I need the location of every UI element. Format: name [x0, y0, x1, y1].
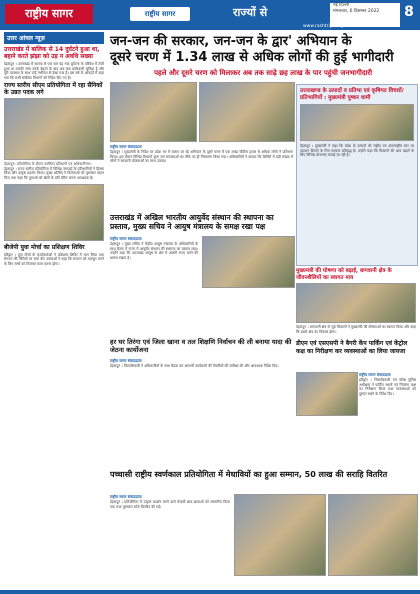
main-photo-1 — [110, 82, 197, 142]
bottom-headline: पच्चासी राष्ट्रीय स्वर्णकाल प्रतियोगिता में मेधावियों का हुआ सम्मान, 50 लाख की सराहि वितरित — [110, 470, 388, 479]
main-body: देहरादून । मुख्यमंत्री के निर्देश पर प्रदेश भर में चलाए जा रहे अभियान के दूसरे चरण में एक लाख चौंतीस हजार से अधिक लोगों ने प्रतिभाग किया। इस दौरान विभिन्न विभागों द्वारा जन समस्याओं का मौके पर ही निस्तारण किया गया। अधिकारियों ने बताया कि शिविरों में बड़ी संख्या में लोगों ने सरकारी योजनाओं का लाभ उठाया। — [110, 150, 293, 164]
story3-photo — [4, 184, 104, 241]
main-headline-line2: दूसरे चरण में 1.34 लाख से अधिक लोगों की हुई भागीदारी — [110, 50, 394, 65]
main-headline-line1: जन-जन की सरकार, जन-जन के द्वार' अभियान के — [110, 34, 352, 49]
right-box-body: देहरादून । मुख्यमंत्री ने कहा कि प्रदेश के उत्पादों को राष्ट्रीय एवं अंतरराष्ट्रीय स्तर पर पहचान दिलाने के लिए सरकार प्रतिबद्ध है। उन्होंने कहा कि किसानों की आय बढ़ाने के लिए विभिन्न योजनाएं चलाई जा रही हैं। — [300, 144, 414, 158]
page-footer — [0, 590, 420, 594]
bottom-photo-1 — [234, 494, 326, 576]
main-story — [110, 144, 293, 164]
newspaper-logo — [130, 7, 190, 21]
story3-headline: बीजेपी युवा मोर्चा का प्रशिक्षण शिविर — [4, 243, 85, 251]
logo-text: राष्ट्रीय सागर — [144, 10, 176, 18]
story2-photo — [4, 98, 104, 160]
page-number: 8 — [404, 4, 414, 20]
story-r3-headline: डीएम एवं एसएसपी ने बैगरी केंप पार्किंग एवं केंट्रोल कक्ष का निरीक्षण कर व्यवस्थाओं का लिया जायजा — [296, 340, 408, 355]
story3-body: हरिद्वार । युवा मोर्चा के कार्यकर्ताओं ने प्रशिक्षण शिविर में भाग लिया तथा संगठन की नीतियों पर चर्चा की। वक्ताओं ने कहा कि संगठन को मजबूत करने के लिए सभी को मिलकर काम करना होगा। — [4, 252, 104, 266]
section-title: राज्यों से — [233, 6, 268, 19]
mid-byline: राष्ट्रीय सागर संवाददाता — [110, 236, 142, 241]
mid-headline: उत्तराखंड में अखिल भारतीय आयुर्वेद संस्थान की स्थापना का प्रस्ताव, मुख्य सचिव ने आयुष मंत्रालय के समक्ष रखा पक्ष — [110, 213, 274, 231]
bottom-body: देहरादून । प्रतियोगिता में उत्कृष्ट प्रदर्शन करने वाले मेधावी छात्र-छात्राओं को सम्मानित किया गया तथा पुरस्कार राशि वितरित की गई। — [110, 500, 230, 509]
main-photo-2 — [199, 82, 295, 142]
mid-story — [110, 236, 198, 260]
masthead: राष्ट्रीय सागर — [5, 4, 93, 24]
city: नई दिल्ली — [333, 3, 349, 8]
left-column — [4, 32, 104, 266]
bottom-story — [110, 494, 230, 509]
bottom-photo-2 — [328, 494, 418, 576]
main-headline — [110, 34, 416, 66]
story2-caption: देहरादून। प्रतियोगिता के दौरान उपस्थित प्रतिभागी एवं अधिकारीगण। — [4, 162, 92, 167]
right2-photo — [296, 283, 416, 323]
right-box-photo — [300, 104, 414, 141]
main-subhead: पहले और दूसरे चरण को मिलाकर अब तक साढ़े छह लाख के पार पहुंची जनभागीदारी — [153, 69, 373, 77]
date: मंगलवार, 6 दिसम्बर 2022 — [333, 9, 380, 14]
right-box-headline: उत्तराखण्ड के उत्पादों व प्रतिभा एवं कृषिगत विचारों/ प्रतिभागियों : मुख्यमंत्री पुष्कर धामी — [300, 88, 404, 101]
website-url: www.rashtriyasagar.com — [303, 24, 359, 29]
story-r3 — [359, 372, 416, 396]
right-feature-box — [296, 84, 418, 266]
section-bar: उत्तर आंचल न्यूज़ — [4, 32, 104, 44]
mid-body: देहरादून । मुख्य सचिव ने केंद्रीय आयुष मंत्रालय के अधिकारियों के साथ बैठक में राज्य में आयुर्वेद संस्थान की स्थापना का प्रस्ताव रखा। उन्होंने कहा कि उत्तराखंड आयुष के क्षेत्र में अग्रणी राज्य बनने की क्षमता रखता है। — [110, 242, 198, 260]
story-m2-byline: राष्ट्रीय सागर संवाददाता — [110, 358, 142, 363]
mid-photo — [202, 236, 295, 288]
story-r3-photo — [296, 372, 358, 416]
bottom-byline: राष्ट्रीय सागर संवाददाता — [110, 494, 142, 499]
page-header — [0, 0, 420, 30]
story-r3-byline: राष्ट्रीय सागर संवाददाता — [359, 372, 391, 377]
right2-headline: मुख्यमंत्री की घोषणा को बढ़ाई, बागवानी क्षेत्र के जीवनशैलियों का स्वागत माय — [296, 268, 392, 281]
story2-headline: राज्य स्तरीय सीएम प्रतियोगिता में रहा सैनिकों के उन्नत पदक लगे — [4, 82, 103, 97]
main-byline: राष्ट्रीय सागर संवाददाता — [110, 144, 142, 149]
story1-body: देहरादून । उत्तराखंड में बालक से एक बार वह नया दुर्घटना के परिवेश में तेजी हुआ था उसकी जांच उनके बेहतर के बाद अब क्या प्राधिकारी सुविधा है और पूरी व्यवस्था के साथ उन्हें गंभीरता से देखा गया है। इस वर्ष के आंकड़ों में कहा गया कि सभी संबंधित विभागों को निर्देश दिए गए हैं। — [4, 62, 104, 80]
right2-body: देहरादून । बागवानी क्षेत्र से जुड़े किसानों ने मुख्यमंत्री की घोषणाओं का स्वागत किया और कहा कि इससे क्षेत्र का विकास होगा। — [296, 325, 416, 334]
story-m2 — [110, 358, 293, 369]
right2-story — [296, 268, 416, 334]
story-m2-body: देहरादून । जिलाधिकारी ने अधिकारियों के साथ बैठक कर आगामी कार्यक्रमों की तैयारियों की समीक्षा की और आवश्यक निर्देश दिए। — [110, 364, 279, 368]
story1-headline: उत्तराखंड में बालिक से 14 दुर्घटने हुआ था, बहाने करते झंझा को उड़ न अवधि सख्या — [4, 46, 100, 60]
story2-body: देहरादून । राज्य स्तरीय प्रतियोगिता में विभिन्न जनपदों के प्रतिभागियों ने हिस्सा लिया और उत्कृष्ट प्रदर्शन किया। मुख्य अतिथि ने विजेताओं को पुरस्कार प्रदान किए तथा कहा कि युवाओं को खेलों के प्रति प्रेरित करना आवश्यक है। — [4, 166, 104, 180]
story-r3-body: हरिद्वार । जिलाधिकारी एवं वरिष्ठ पुलिस अधीक्षक ने पार्किंग स्थलों एवं नियंत्रण कक्ष का निरीक्षण किया तथा व्यवस्थाओं को दुरुस्त रखने के निर्देश दिए। — [359, 378, 416, 396]
story-m2-headline: हर घर तिरंगा एवं जिला खाना व तल शिक्षणि निर्वाचन की ली बनाया यादा की जेठना कार्योजना — [110, 338, 292, 354]
